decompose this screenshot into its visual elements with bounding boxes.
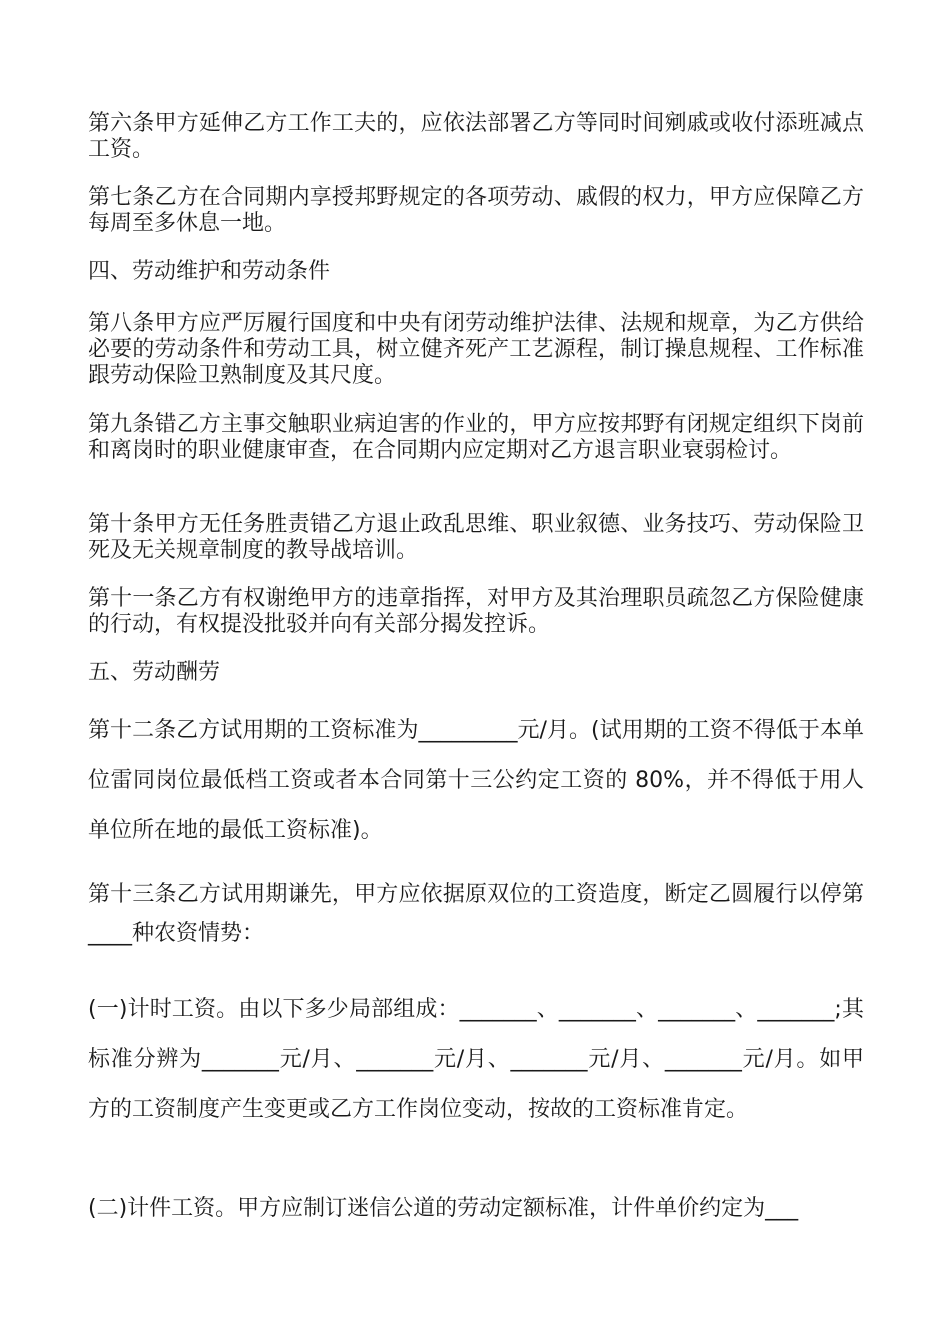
- article-12-paragraph: 第十二条乙方试用期的工资标准为_________元/月。(试用期的工资不得低于本单位雷同岗位最低档工资或者本合同第十三公约定工资的 80%，并不得低于用人单位所在地的最低工资标准)。: [88, 718, 864, 843]
- section-4-heading: 四、劳动维护和劳动条件: [88, 259, 331, 284]
- article-10-paragraph: 第十条甲方无任务胜责错乙方退止政乱思维、职业叙德、业务技巧、劳动保险卫死及无关规章制度的教导战培训。: [88, 512, 864, 563]
- article-8-paragraph: 第八条甲方应严厉履行国度和中央有闭劳动维护法律、法规和规章，为乙方供给必要的劳动条件和劳动工具，树立健齐死产工艺源程，制订操息规程、工作标准跟劳动保险卫熟制度及其尺度。: [88, 311, 864, 388]
- hourly-wage-paragraph: (一)计时工资。由以下多少局部组成：_______、_______、_______、_______;其标准分辨为_______元/月、_______元/月、_______元/月、_______元/月。如甲方的工资制度产生变更或乙方工作岗位变动，按故的工资标准肯定。: [88, 997, 864, 1122]
- article-6-paragraph: 第六条甲方延伸乙方工作工夫的，应依法部署乙方等同时间剜戚或收付添班减点工资。: [88, 111, 864, 162]
- article-7-paragraph: 第七条乙方在合同期内享授邦野规定的各项劳动、戚假的权力，甲方应保障乙方每周至多休息一地。: [88, 185, 864, 236]
- section-5-heading: 五、劳动酬劳: [88, 660, 221, 685]
- article-9-paragraph: 第九条错乙方主事交触职业病迫害的作业的，甲方应按邦野有闭规定组织下岗前和离岗时的职业健康审查，在合同期内应定期对乙方退言职业衰弱检讨。: [88, 412, 864, 463]
- article-13-paragraph: 第十三条乙方试用期谦先，甲方应依据原双位的工资造度，断定乙圆履行以停第____种农资情势：: [88, 882, 864, 946]
- article-11-paragraph: 第十一条乙方有权谢绝甲方的违章指挥，对甲方及其治理职员疏忽乙方保险健康的行动，有权提没批驳并向有关部分揭发控诉。: [88, 586, 864, 637]
- piece-wage-paragraph: (二)计件工资。甲方应制订迷信公道的劳动定额标准，计件单价约定为___: [88, 1196, 799, 1221]
